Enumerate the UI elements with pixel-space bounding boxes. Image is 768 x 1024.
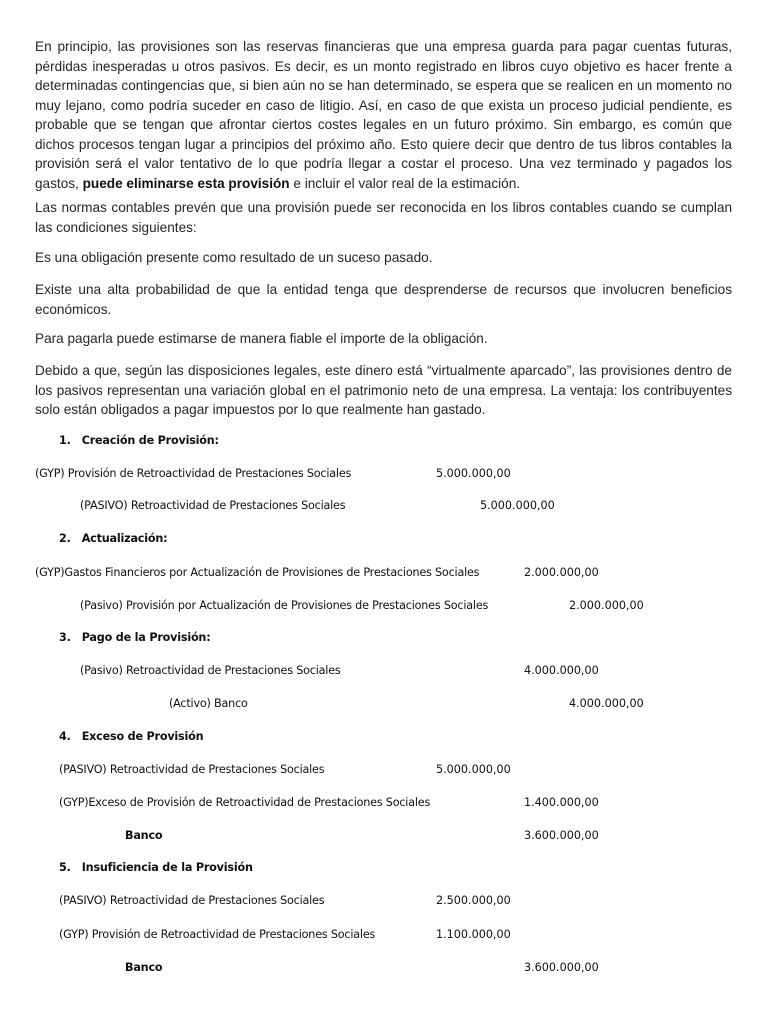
entry-amount: 3.600.000,00 (524, 961, 599, 974)
entry-label: (GYP) Provisión de Retroactividad de Prestaciones Sociales (59, 928, 376, 941)
entry-label: (Activo) Banco (169, 697, 248, 710)
entry-amount: 5.000.000,00 (436, 467, 511, 480)
entry-amount: 2.500.000,00 (436, 894, 511, 907)
entry-label: (PASIVO) Retroactividad de Prestaciones Sociales (59, 763, 325, 776)
section-heading-2: 2. Actualización: (59, 532, 168, 545)
paragraph-intro-end: e incluir el valor real de la estimación. (293, 175, 521, 191)
paragraph-condicion-3: Para pagarla puede estimarse de manera fiable el importe de la obligación. (35, 331, 488, 346)
paragraph-intro (35, 37, 732, 193)
paragraph-intro-bold: puede eliminarse esta provisión (82, 175, 290, 191)
entry-amount: 1.100.000,00 (436, 928, 511, 941)
entry-label: (GYP)Gastos Financieros por Actualización de Provisiones de Prestaciones Sociales (35, 566, 480, 579)
entry-label-banco: Banco (125, 829, 163, 842)
entry-label: (GYP)Exceso de Provisión de Retroactividad de Prestaciones Sociales (59, 796, 431, 809)
paragraph-intro-text: En principio, las provisiones son las reservas financieras que una empresa guarda para pagar cuentas futuras, pérdidas inesperadas u otros pasivos. Es decir, es un monto registrado en libros cuyo objetivo es hacer frente a determinadas contingencias que, si bien aún no se han determinado, se espera que se realicen en un momento no muy lejano, como podría suceder en caso de litigio. Así, en caso de que exista un proceso judicial pendiente, es probable que se tengan que afrontar ciertos costes legales en un futuro próximo. Sin embargo, es común que dichos procesos tengan lugar a principios del próximo año. Esto quiere decir que dentro de tus libros contables la provisión será el valor tentativo de lo que podría llegar a costar el proceso. Una vez terminado y pagados los gastos, (35, 39, 732, 191)
entry-label: (Pasivo) Retroactividad de Prestaciones Sociales (80, 664, 341, 677)
entry-amount: 2.000.000,00 (524, 566, 599, 579)
paragraph-condicion-1: Es una obligación presente como resultado de un suceso pasado. (35, 250, 433, 265)
entry-amount: 1.400.000,00 (524, 796, 599, 809)
paragraph-normas: Las normas contables prevén que una provisión puede ser reconocida en los libros contables cuando se cumplan las condiciones siguientes: (35, 200, 732, 235)
section-heading-1: 1. Creación de Provisión: (59, 434, 219, 447)
paragraph-condicion-2: Existe una alta probabilidad de que la entidad tenga que desprenderse de recursos que involucren beneficios económicos. (35, 282, 732, 317)
section-heading-4: 4. Exceso de Provisión (59, 730, 204, 743)
entry-amount: 5.000.000,00 (480, 499, 555, 512)
paragraph-ventaja: Debido a que, según las disposiciones legales, este dinero está “virtualmente aparcado”, las provisiones dentro de los pasivos representan una variación global en el patrimonio neto de una empresa. La ventaja: los contribuyentes solo están obligados a pagar impuestos por lo que realmente han gastado. (35, 363, 732, 417)
entry-label: (PASIVO) Retroactividad de Prestaciones Sociales (59, 894, 325, 907)
entry-label-banco: Banco (125, 961, 163, 974)
entry-amount: 4.000.000,00 (524, 664, 599, 677)
entry-amount: 4.000.000,00 (569, 697, 644, 710)
entry-label: (Pasivo) Provisión por Actualización de Provisiones de Prestaciones Sociales (80, 599, 489, 612)
entry-label: (PASIVO) Retroactividad de Prestaciones Sociales (80, 499, 346, 512)
entry-amount: 3.600.000,00 (524, 829, 599, 842)
entry-amount: 5.000.000,00 (436, 763, 511, 776)
entry-label: (GYP) Provisión de Retroactividad de Prestaciones Sociales (35, 467, 352, 480)
section-heading-5: 5. Insuficiencia de la Provisión (59, 861, 253, 874)
section-heading-3: 3. Pago de la Provisión: (59, 631, 211, 644)
entry-amount: 2.000.000,00 (569, 599, 644, 612)
